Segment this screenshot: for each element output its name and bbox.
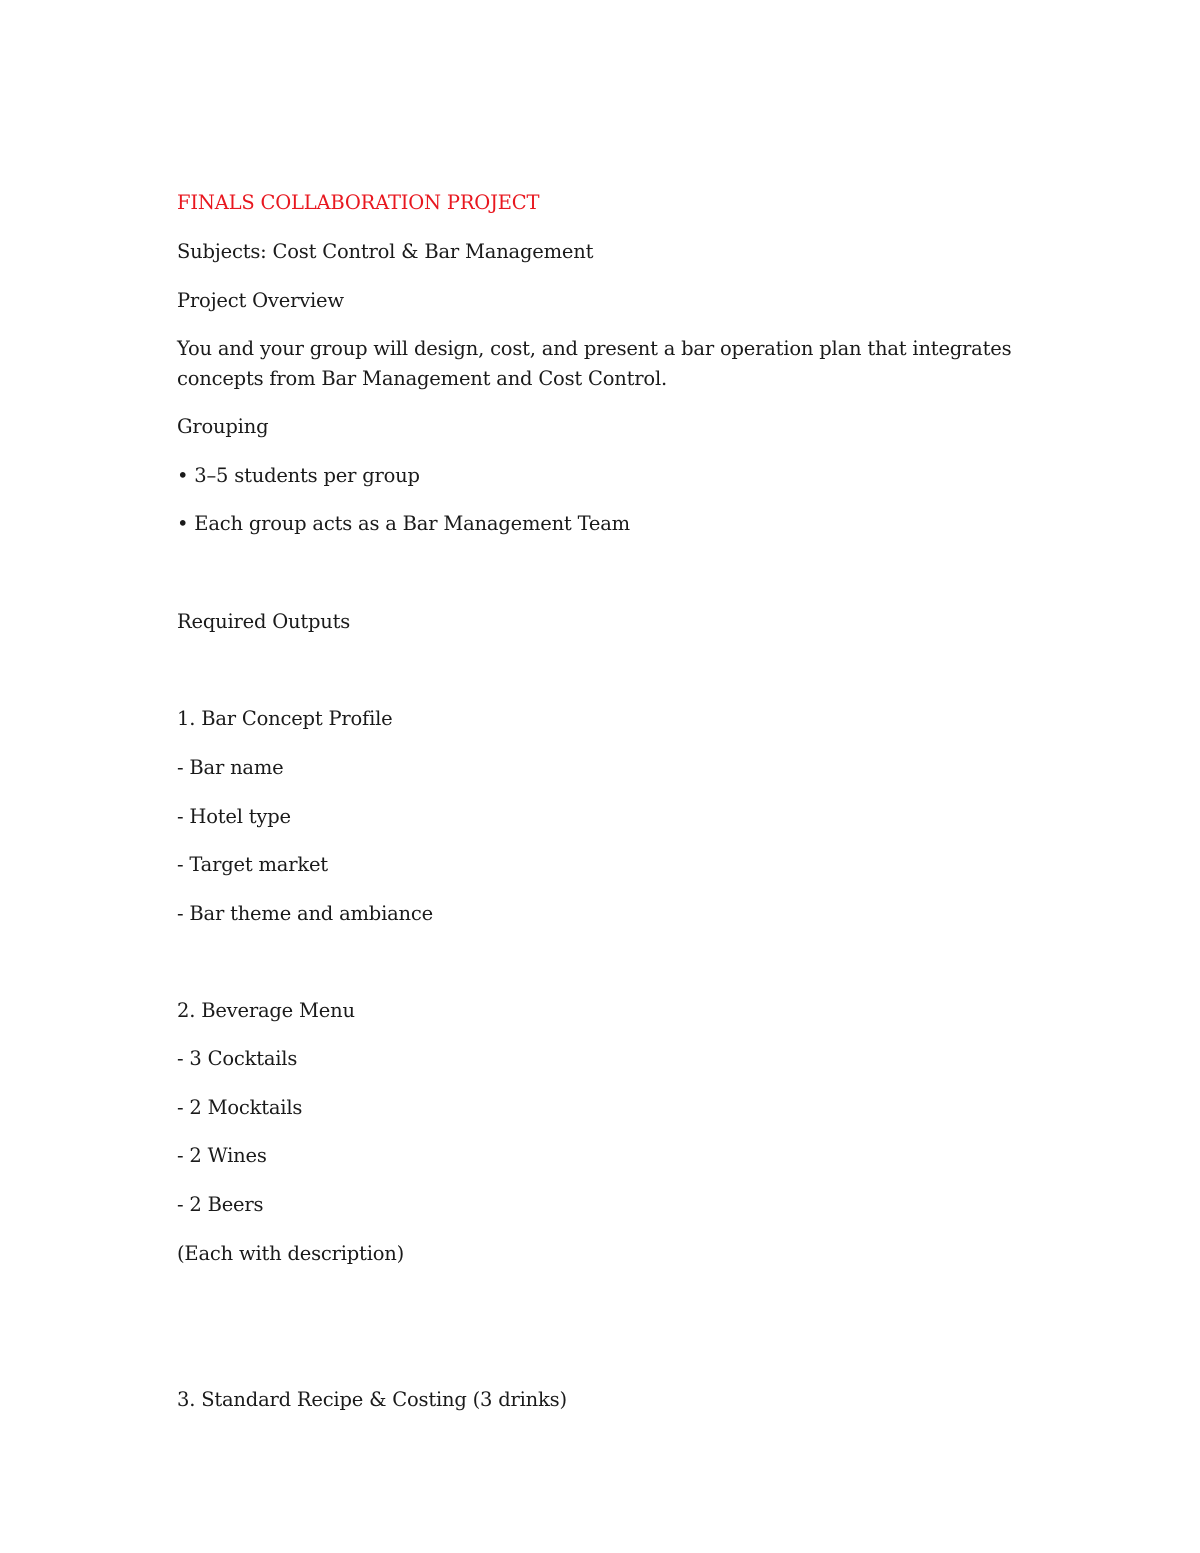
section-1-item: - Hotel type <box>177 805 291 828</box>
section-1-item: - Bar name <box>177 756 284 779</box>
section-1-item: - Target market <box>177 853 328 876</box>
section-1-heading: 1. Bar Concept Profile <box>177 707 393 730</box>
subjects-line: Subjects: Cost Control & Bar Management <box>177 240 594 263</box>
grouping-item: • 3–5 students per group <box>177 464 420 487</box>
required-outputs-heading: Required Outputs <box>177 610 351 633</box>
section-2-item: - 3 Cocktails <box>177 1047 298 1070</box>
overview-text-line-2: concepts from Bar Management and Cost Control. <box>177 367 667 390</box>
overview-heading: Project Overview <box>177 289 344 312</box>
grouping-heading: Grouping <box>177 415 269 438</box>
section-2-item: - 2 Mocktails <box>177 1096 303 1119</box>
section-2-heading: 2. Beverage Menu <box>177 999 355 1022</box>
section-2-item: - 2 Beers <box>177 1193 264 1216</box>
grouping-item: • Each group acts as a Bar Management Team <box>177 512 630 535</box>
document-title: FINALS COLLABORATION PROJECT <box>177 191 540 214</box>
section-2-note: (Each with description) <box>177 1242 405 1265</box>
section-3-heading: 3. Standard Recipe & Costing (3 drinks) <box>177 1388 567 1411</box>
overview-text-line-1: You and your group will design, cost, and present a bar operation plan that integrates <box>177 337 1012 360</box>
section-1-item: - Bar theme and ambiance <box>177 902 433 925</box>
section-2-item: - 2 Wines <box>177 1144 267 1167</box>
